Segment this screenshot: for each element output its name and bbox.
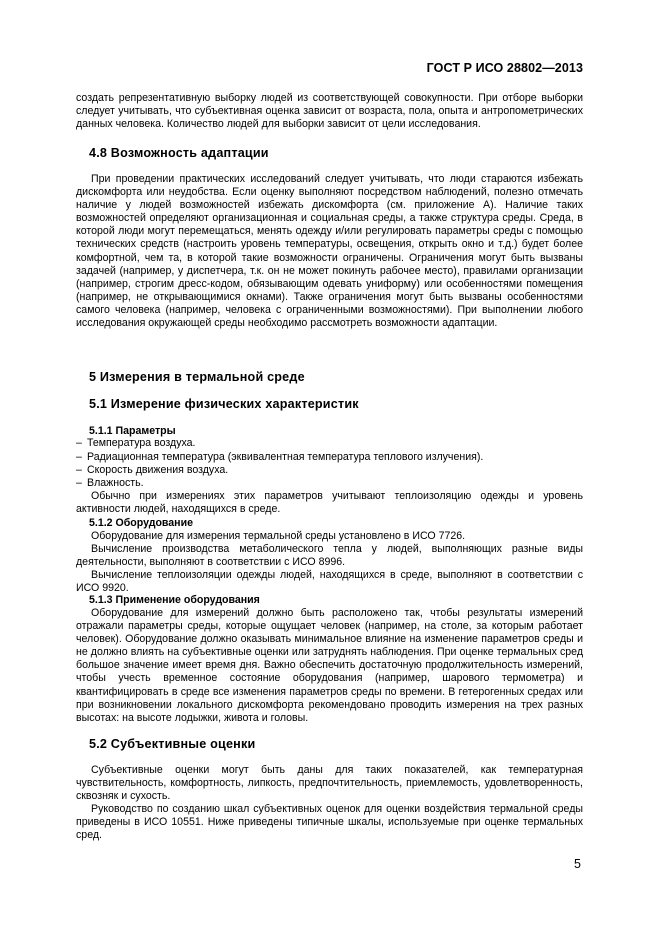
section-5-2-title: 5.2 Субъективные оценки (89, 737, 256, 751)
equipment-use-paragraph: Оборудование для измерений должно быть расположено так, чтобы результаты измерений отражали параметры среды, которые ощущает человек (например, на столе, за которым работает человек). Оборудование должно оказывать минимальное влияние на изменение параметров среды и не должно влиять на субъективные оценки или затруднять наблюдения. При оценке термальных сред большое значение имеет время дня. Важно обеспечить достаточную продолжительность измерений, чтобы учесть временное состояние оборудования (например, шарового термометра) и квантифицировать в среде все изменения параметров среды по времени. В гетерогенных средах или при возникновении локального дискомфорта рекомендовано проводить измерения на трех разных высотах: на высоте лодыжки, живота и головы. (76, 607, 583, 724)
params-note: Обычно при измерениях этих параметров учитывают теплоизоляцию одежды и уровень активности людей, находящихся в среде. (76, 490, 583, 516)
list-item: – Скорость движения воздуха. (76, 464, 229, 476)
list-dash: – (76, 477, 82, 489)
intro-paragraph: создать репрезентативную выборку людей из соответствующей совокупности. При отборе выборки следует учитывать, что субъективная оценка зависит от возраста, пола, опыта и антропометрических данных человека. Количество людей для выборки зависит от цели исследования. (76, 92, 583, 131)
document-header: ГОСТ Р ИСО 28802—2013 (426, 61, 583, 75)
page-number: 5 (574, 857, 581, 871)
list-item: – Температура воздуха. (76, 437, 196, 449)
equipment-paragraph-2: Вычисление производства метаболического тепла у людей, выполняющих разные виды деятельности, выполняют в соответствии с ИСО 8996. (76, 543, 583, 569)
section-5-title: 5 Измерения в термальной среде (89, 370, 305, 384)
list-dash: – (76, 464, 82, 476)
section-5-1-1-title: 5.1.1 Параметры (89, 425, 176, 437)
section-4-8-title: 4.8 Возможность адаптации (89, 146, 269, 160)
list-dash: – (76, 451, 82, 463)
section-5-2-paragraph-1: Субъективные оценки могут быть даны для таких показателей, как температурная чувствительность, комфортность, липкость, предпочтительность, приемлемость, удовлетворенность, сквозняк и сухость. (76, 764, 583, 803)
section-5-2-paragraph-2: Руководство по созданию шкал субъективных оценок для оценки воздействия термальной среды приведены в ИСО 10551. Ниже приведены типичные шкалы, используемые при оценке термальных сред. (76, 803, 583, 842)
equipment-paragraph-3: Вычисление теплоизоляции одежды людей, находящихся в среде, выполняют в соответствии с ИСО 9920. (76, 569, 583, 595)
list-item: – Влажность. (76, 477, 144, 489)
list-dash: – (76, 437, 82, 449)
section-5-1-title: 5.1 Измерение физических характеристик (89, 397, 359, 411)
section-4-8-paragraph: При проведении практических исследований следует учитывать, что люди стараются избежать дискомфорта или неудобства. Если оценку выполняют посредством наблюдений, полезно отмечать наличие у людей возможностей избежать дискомфорта (см. приложение А). Наличие таких возможностей определяют организационная и социальная среды, а также структура среды. Среда, в которой люди могут перемещаться, менять одежду и/или регулировать параметры среды с помощью технических средств (настроить уровень температуры, освещения, открыть окно и т.д.) будет более комфортной, чем та, в которой такие возможности ограничены. Ограничения могут быть вызваны задачей (например, у диспетчера, т.к. он не может покинуть рабочее место), правилами организации (например, строгим дресс-кодом, обязывающим одевать униформу) или особенностями помещения (например, не открывающимися окнами). Также ограничения могут быть вызваны особенностями самого человека (например, человека с ограниченными возможностями). При выполнении любого исследования окружающей среды необходимо рассмотреть возможности адаптации. (76, 173, 583, 330)
section-5-1-2-title: 5.1.2 Оборудование (89, 517, 193, 529)
list-item: – Радиационная температура (эквивалентная температура теплового излучения). (76, 451, 484, 463)
equipment-paragraph-1: Оборудование для измерения термальной среды установлено в ИСО 7726. (91, 530, 466, 542)
section-5-1-3-title: 5.1.3 Применение оборудования (89, 594, 260, 606)
